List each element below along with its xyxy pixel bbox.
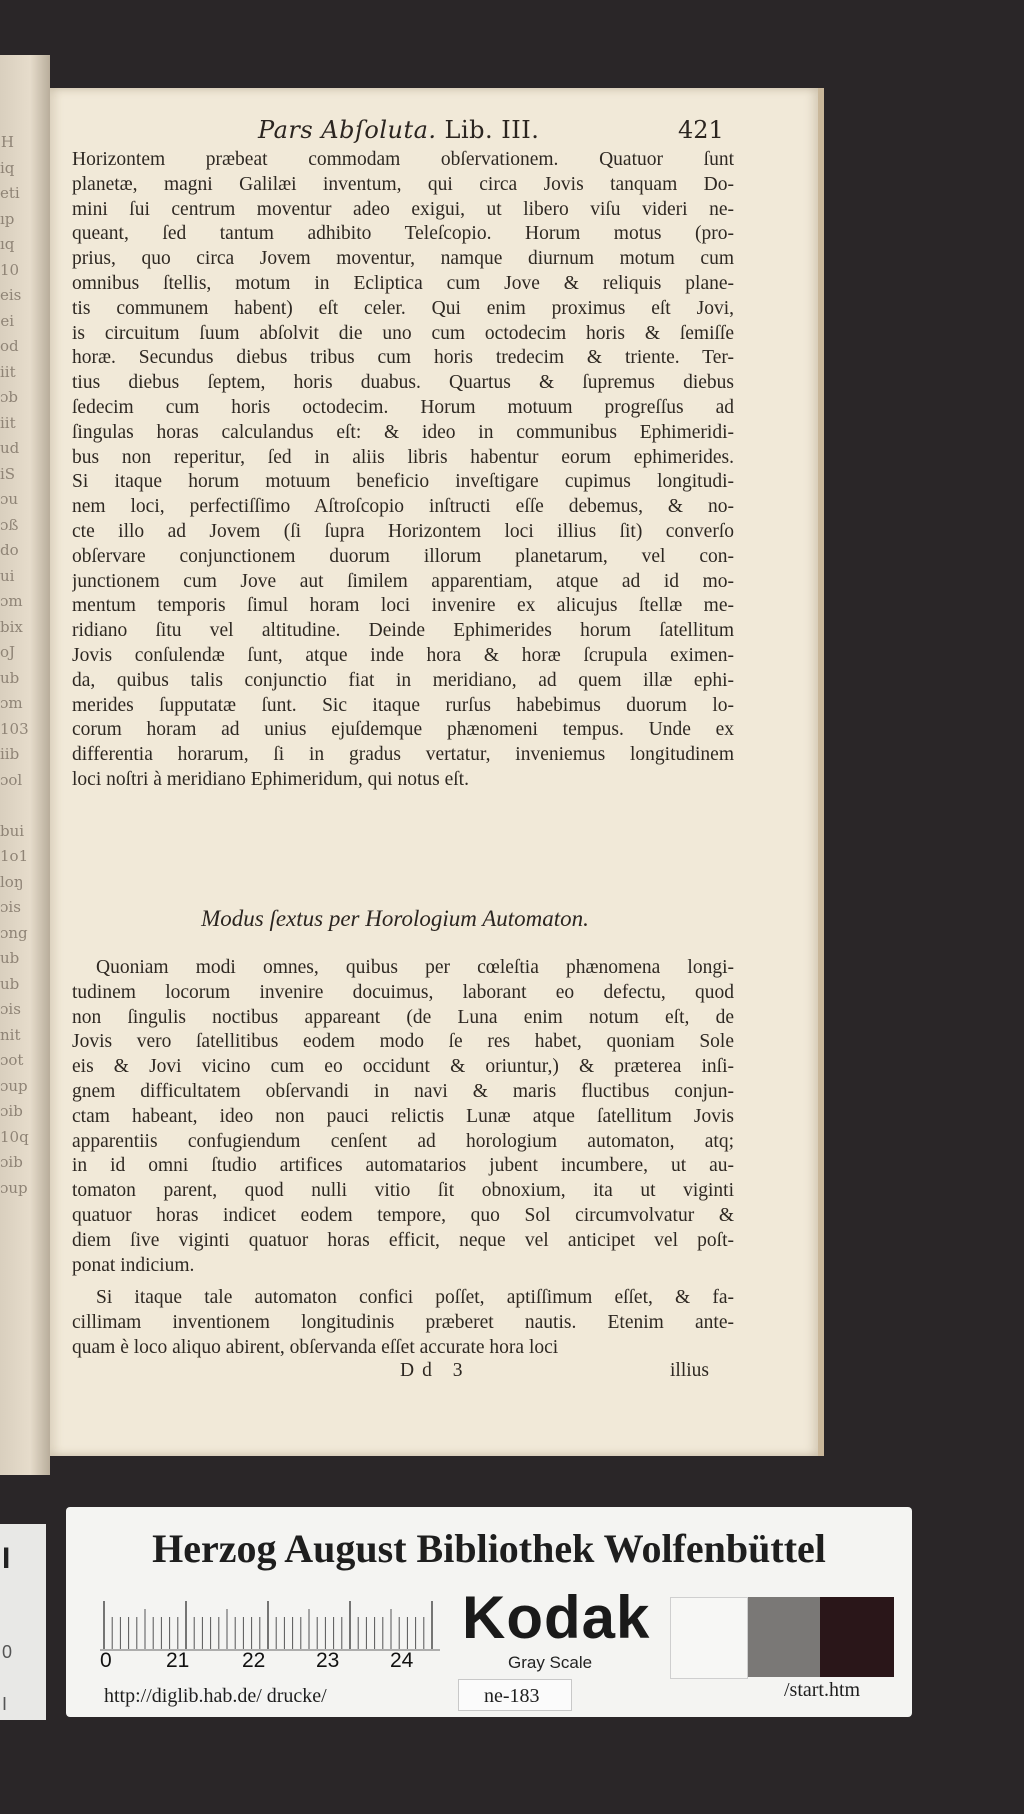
text-line: eis & Jovi vicino cum eo occidunt & oriuntur,) & præterea inſi- <box>72 1056 734 1078</box>
reference-card <box>66 1507 912 1717</box>
text-line: ſedecim cum horis octodecim. Horum motuum progreſſus ad <box>72 396 734 418</box>
ruler-label: 21 <box>166 1649 190 1672</box>
text-line: quatuor horas indicet eodem tempore, quo Sol circumvolvatur & <box>72 1204 734 1226</box>
ruler-ticks <box>100 1595 440 1651</box>
left-page-fragment: ub <box>0 974 20 993</box>
text-line: apparentiis confugiendum cenſent ad horologium automaton, atq; <box>72 1130 734 1152</box>
left-page-fragment: 10 <box>0 260 20 279</box>
text-line: cillimam inventionem longitudinis præberet nautis. Etenim ante- <box>72 1311 734 1333</box>
left-page-fragment: od <box>0 337 19 355</box>
left-page-fragment: ɔot <box>0 1051 24 1069</box>
left-page-fragment: ei <box>0 311 14 330</box>
left-page-edge <box>0 55 50 1475</box>
left-page-fragment: bui <box>0 821 25 840</box>
left-card-fragment: I <box>2 1542 11 1575</box>
left-page-fragment: do <box>0 541 19 559</box>
text-line: cte illo ad Jovem (ſi ſupra Horizontem loci illius ſit) converſo <box>72 520 734 542</box>
ruler-label: 0 <box>100 1649 112 1672</box>
left-card-fragment: I <box>2 1694 8 1714</box>
ruler-label: 22 <box>242 1649 266 1672</box>
text-line: prius, quo circa Jovem moventur, namque diurnum motum cum <box>72 248 734 270</box>
page-number: 421 <box>678 116 724 144</box>
book-page <box>50 88 822 1456</box>
left-page-fragment: loŋ <box>0 872 24 891</box>
text-line: tius diebus ſeptem, horis duabus. Quartus & ſupremus diebus <box>72 372 734 394</box>
text-line: queant, ſed tantum adhibito Teleſcopio. Horum motus (pro- <box>72 223 734 245</box>
ruler <box>100 1595 440 1675</box>
text-line: corum horam ad unius ejuſdemque phænomeni tempus. Unde ex <box>72 719 734 741</box>
black-swatch <box>820 1597 894 1677</box>
left-page-fragment: H <box>0 133 14 151</box>
text-line: tomaton parent, quod nulli vitio ſit obnoxium, ita ut viginti <box>72 1180 734 1202</box>
left-page-fragment: ɔis <box>0 1000 21 1018</box>
text-line: loci noſtri à meridiano Ephimeridum, qui notus eſt. <box>72 768 469 790</box>
gray-scale-label: Gray Scale <box>508 1653 593 1672</box>
left-page-fragment: iit <box>0 362 16 381</box>
text-line: Si itaque tale automaton confici poſſet, aptiſſimum eſſet, & fa- <box>96 1287 734 1308</box>
left-page-fragment: ɔb <box>0 388 19 406</box>
library-name: Herzog August Bibliothek Wolfenbüttel <box>152 1526 826 1571</box>
left-page-fragment: ɔng <box>0 923 28 942</box>
text-line: planetæ, magni Galilæi inventum, qui circa Jovis tanquam Do- <box>72 173 734 195</box>
section-heading: Modus ſextus per Horologium Automaton. <box>201 906 589 931</box>
left-page-fragment: ɔm <box>0 694 23 712</box>
text-line: gnem difficultatem obſervandi in navi & maris fluctibus conjun- <box>72 1080 734 1102</box>
left-page-fragment: iit <box>0 413 16 432</box>
running-title-part: Pars Abſoluta. <box>258 116 437 144</box>
left-page-fragment: eis <box>0 286 22 304</box>
left-page-fragment: 103 <box>0 719 29 738</box>
ruler-label: 23 <box>316 1649 340 1672</box>
left-page-fragment: ɔis <box>0 898 21 916</box>
signature-mark: Dd 3 <box>400 1360 471 1381</box>
left-page-fragment: iib <box>0 745 20 763</box>
text-line: is circuitum ſuum abſolvit die uno cum octodecim horis & ſemiſſe <box>72 322 734 344</box>
left-page-fragment: ıp <box>0 209 15 228</box>
left-page-fragment: ɔm <box>0 592 23 610</box>
text-line: bus non reperitur, ſed in aliis libris habentur eorum ephimerides. <box>72 446 734 468</box>
brand-logo: Kodak <box>462 1584 651 1651</box>
text-line: mini ſui centrum moventur adeo exigui, ut libero viſu videri ne- <box>72 198 734 220</box>
text-line: diem ſive viginti quatuor horas efficit, neque vel anticipet vel poſt- <box>72 1229 734 1251</box>
paragraph-1 <box>72 148 734 793</box>
text-line: Quoniam modi omnes, quibus per cœleſtia phænomena longi- <box>96 957 734 978</box>
start-url: /start.htm <box>784 1679 861 1701</box>
paragraph-3 <box>72 1286 734 1360</box>
left-page-fragment: eti <box>0 184 20 202</box>
left-page-fragment: ub <box>0 668 20 687</box>
page-edge-shadow <box>818 88 824 1456</box>
text-line: junctionem cum Jove aut ſimilem apparentiam, atque ad id mo- <box>72 570 734 592</box>
left-page-fragment: iq <box>0 158 15 177</box>
text-line: Jovis conſulendæ ſunt, atque inde hora & horæ ſcrupula eximen- <box>72 644 734 666</box>
left-page-fragment: iS <box>0 464 16 483</box>
ruler-labels <box>100 1649 440 1675</box>
text-line: merides ſupputatæ ſunt. Sic itaque rurſus habebimus duorum lo- <box>72 694 734 716</box>
left-page-fragment: ɔß <box>0 515 19 534</box>
left-page-fragment: nit <box>0 1025 21 1044</box>
left-page-fragment: oJ <box>0 643 16 661</box>
ruler-label: 24 <box>390 1649 414 1672</box>
left-page-fragment: ɔib <box>0 1102 23 1120</box>
text-line: mentum temporis ſimul horam loci invenire ex alicujus ſtellæ me- <box>72 595 734 617</box>
catchword: illius <box>670 1360 710 1381</box>
left-page-fragment: ud <box>0 439 20 457</box>
running-title <box>258 116 539 144</box>
paragraph-2 <box>72 956 734 1278</box>
text-line: Jovis vero ſatellitibus eodem modo ſe res habet, quoniam Sole <box>72 1031 734 1053</box>
text-line: obſervare conjunctionem duorum illorum planetarum, vel con- <box>72 545 734 567</box>
left-page-fragment: ɔol <box>0 770 23 789</box>
text-line: Si itaque horum motuum beneficio inveſtigare cupimus longitudi- <box>72 471 734 493</box>
left-page-fragment: 1o1 <box>0 847 29 865</box>
left-page-fragment: bix <box>0 617 23 636</box>
left-page-fragment: ɔup <box>0 1076 28 1095</box>
left-card-stub <box>0 1524 46 1720</box>
text-line: ſingulas horas calculandus eſt: & ideo in communibus Ephimeridi- <box>72 421 734 443</box>
gray-swatch <box>748 1597 820 1677</box>
text-line: non ſingulis noctibus appareant (de Luna enim notum eſt, de <box>72 1006 734 1028</box>
text-line: ctam habeant, ideo non pauci relictis Lunæ atque ſatellitum Jovis <box>72 1105 734 1127</box>
text-line: horæ. Secundus diebus tribus cum horis tredecim & triente. Ter- <box>72 347 734 369</box>
left-page-fragment: ui <box>0 566 15 585</box>
text-line: tudinem locorum invenire docuimus, laborant eo defectu, quod <box>72 981 734 1003</box>
left-page-fragment: 10q <box>0 1127 29 1146</box>
text-line: ponat indicium. <box>72 1254 195 1276</box>
text-line: nem loci, perfectiſſimo Aſtroſcopio inſtructi eſſe debemus, & no- <box>72 496 734 518</box>
text-line: da, quibus talis conjunctio fiat in meridiano, ad quem illæ ephi- <box>72 669 734 691</box>
left-page-fragment: ıq <box>0 235 15 253</box>
text-line: omnibus ſtellis, motum in Ecliptica cum Jove & reliquis plane- <box>72 272 734 294</box>
left-page-fragment: ɔu <box>0 490 19 508</box>
left-page-fragment: ub <box>0 949 20 967</box>
white-swatch <box>670 1597 748 1679</box>
source-url: http://diglib.hab.de/ drucke/ <box>104 1685 327 1707</box>
left-card-fragment: 0 <box>2 1642 13 1662</box>
text-line: Horizontem præbeat commodam obſervationem. Quatuor ſunt <box>72 149 734 170</box>
text-line: in id omni ſtudio artifices automatarios jubent incumbere, ut au- <box>72 1155 734 1177</box>
text-line: ridiano ſitu vel altitudine. Deinde Ephimerides horum ſatellitum <box>72 620 734 642</box>
reference-id: ne-183 <box>484 1685 540 1707</box>
left-page-fragment: ɔib <box>0 1153 23 1171</box>
running-title-book: Lib. III. <box>444 116 540 144</box>
left-page-fragment: ɔup <box>0 1178 28 1197</box>
text-line: tis communem habent) eſt celer. Qui enim proximus eſt Jovi, <box>72 297 734 319</box>
text-line: quam è loco aliquo abirent, obſervanda eſſet accurate hora loci <box>72 1336 559 1358</box>
text-line: differentia horarum, ſi in gradus vertatur, inveniemus longitudinem <box>72 744 734 766</box>
